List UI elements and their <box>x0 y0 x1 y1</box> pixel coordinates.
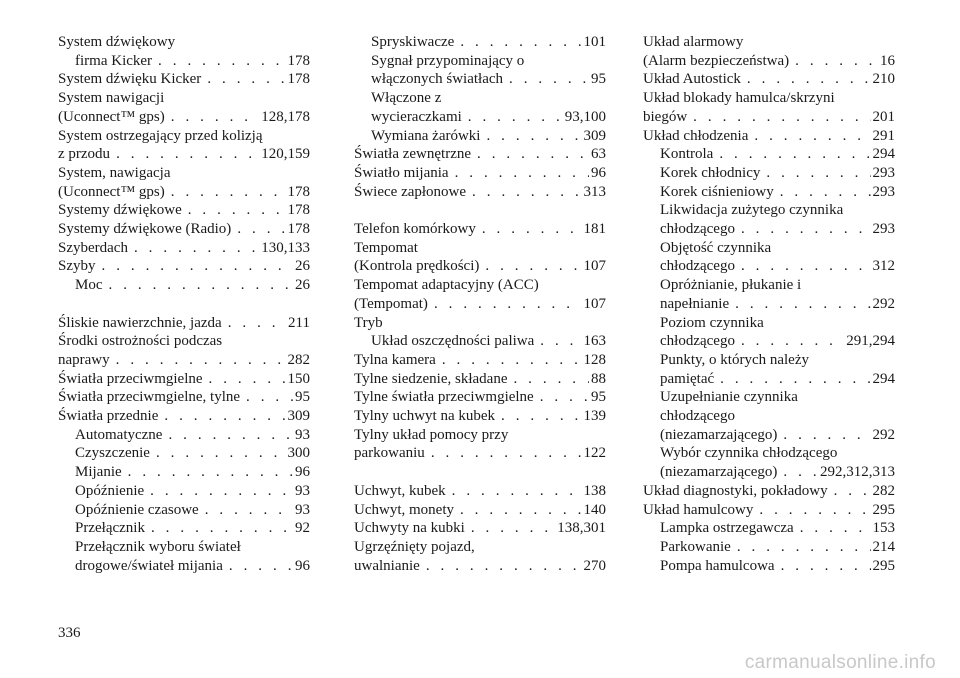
dot-leader <box>151 519 293 538</box>
page-reference: 282 <box>287 351 310 368</box>
entry-term: biegów <box>643 108 688 125</box>
entry-term: chłodzącego <box>660 408 735 425</box>
entry-term: Tylne siedzenie, składane <box>354 370 508 387</box>
page-reference: 291,294 <box>846 333 895 350</box>
index-subentry <box>354 108 606 127</box>
index-subentry <box>354 332 606 351</box>
page-reference: 95 <box>295 389 310 406</box>
entry-term: Moc <box>75 277 103 294</box>
index-subentry <box>643 332 895 351</box>
dot-leader <box>501 407 581 426</box>
entry-term: (niezamarzającego) <box>660 426 778 443</box>
entry-term: Uchwyt, kubek <box>354 482 446 499</box>
dot-leader <box>102 257 294 276</box>
dot-leader <box>109 276 294 295</box>
index-entry <box>643 52 895 71</box>
dot-leader <box>783 463 818 482</box>
entry-term: chłodzącego <box>660 333 735 350</box>
dot-leader <box>783 426 870 445</box>
page-reference: 300 <box>287 445 310 462</box>
index-subentry <box>643 370 895 389</box>
dot-leader <box>540 388 589 407</box>
index-entry <box>354 164 606 183</box>
page-reference: 95 <box>591 389 606 406</box>
index-entry <box>354 501 606 520</box>
entry-term: Układ hamulcowy <box>643 501 754 518</box>
entry-term: Układ Autostick <box>643 71 741 88</box>
entry-term: Tylny uchwyt na kubek <box>354 408 496 425</box>
entry-term: Śliskie nawierzchnie, jazda <box>58 314 222 331</box>
entry-term: wycieraczkami <box>371 108 462 125</box>
dot-leader <box>766 164 870 183</box>
index-subentry <box>58 519 310 538</box>
entry-term: Korek chłodnicy <box>660 164 761 181</box>
page-reference: 88 <box>591 370 606 387</box>
dot-leader <box>209 370 286 389</box>
page-reference: 313 <box>583 183 606 200</box>
page-reference: 120,159 <box>261 146 310 163</box>
page-reference: 178 <box>287 183 310 200</box>
index-entry <box>643 89 895 108</box>
dot-leader <box>116 351 286 370</box>
dot-leader <box>486 127 581 146</box>
entry-term: Układ oszczędności paliwa <box>371 333 535 350</box>
page-reference: 211 <box>288 314 310 331</box>
entry-term: Objętość czynnika <box>660 239 772 256</box>
entry-term: Opóźnienie czasowe <box>75 501 199 518</box>
index-subentry <box>643 183 895 202</box>
index-subentry <box>643 145 895 164</box>
entry-term: Pompa hamulcowa <box>660 557 775 574</box>
index-entry <box>643 33 895 52</box>
dot-leader <box>719 145 870 164</box>
index-subentry <box>643 519 895 538</box>
dot-leader <box>759 501 870 520</box>
page-reference: 96 <box>295 557 310 574</box>
entry-term: parkowaniu <box>354 445 425 462</box>
dot-leader <box>800 519 871 538</box>
page-reference: 178 <box>287 52 310 69</box>
index-entry <box>354 482 606 501</box>
entry-term: (Alarm bezpieczeństwa) <box>643 52 790 69</box>
page-reference: 178 <box>287 202 310 219</box>
dot-leader <box>455 164 589 183</box>
index-subentry <box>643 220 895 239</box>
index-entry <box>354 519 606 538</box>
index-entry <box>354 370 606 389</box>
page-number: 336 <box>58 625 81 641</box>
entry-term: Tempomat adaptacyjny (ACC) <box>354 277 539 294</box>
index-subentry <box>58 444 310 463</box>
page-reference: 291 <box>872 127 895 144</box>
dot-leader <box>150 482 293 501</box>
index-entry <box>58 89 310 108</box>
dot-leader <box>780 183 871 202</box>
dot-leader <box>229 557 293 576</box>
index-subentry <box>58 463 310 482</box>
index-column-2 <box>354 33 606 575</box>
page-reference: 122 <box>583 445 606 462</box>
index-entry <box>354 426 606 445</box>
page-reference: 312 <box>872 258 895 275</box>
entry-term: Tylna kamera <box>354 351 436 368</box>
dot-leader <box>460 33 581 52</box>
page-reference: 16 <box>880 52 895 69</box>
watermark: carmanualsonline.info <box>744 652 936 673</box>
entry-term: System dźwiękowy <box>58 34 176 50</box>
dot-leader <box>246 388 293 407</box>
entry-term: Ugrzęźnięty pojazd, <box>354 538 475 555</box>
index-subentry <box>643 538 895 557</box>
dot-leader <box>171 108 259 127</box>
page-reference: 178 <box>287 71 310 88</box>
index-subentry <box>643 276 895 295</box>
page-reference: 93 <box>295 482 310 499</box>
entry-term: Spryskiwacze <box>371 34 455 50</box>
index-subentry <box>643 444 895 463</box>
page-reference: 150 <box>287 370 310 387</box>
entry-term: Korek ciśnieniowy <box>660 183 774 200</box>
dot-leader <box>540 332 581 351</box>
dot-leader <box>168 426 293 445</box>
page-reference: 282 <box>872 482 895 499</box>
index-entry <box>354 351 606 370</box>
entry-term: Światła przednie <box>58 408 159 425</box>
index-subentry <box>354 52 606 71</box>
dot-leader <box>431 444 582 463</box>
entry-term: Wybór czynnika chłodzącego <box>660 445 838 462</box>
index-entry <box>354 314 606 333</box>
page-reference: 101 <box>583 34 606 50</box>
index-entry <box>643 70 895 89</box>
index-subentry <box>643 314 895 333</box>
dot-leader <box>164 407 285 426</box>
page-reference: 210 <box>872 71 895 88</box>
dot-leader <box>442 351 582 370</box>
index-entry <box>58 370 310 389</box>
dot-leader <box>471 519 555 538</box>
entry-term: Kontrola <box>660 146 714 163</box>
dot-leader <box>693 108 870 127</box>
index-entry <box>643 127 895 146</box>
dot-leader <box>134 239 259 258</box>
entry-term: Uchwyt, monety <box>354 501 454 518</box>
index-subentry <box>354 89 606 108</box>
entry-term: Tryb <box>354 314 383 331</box>
index-subentry <box>643 164 895 183</box>
entry-term: Tempomat <box>354 239 418 256</box>
page-reference: 130,133 <box>261 239 310 256</box>
index-subentry <box>58 52 310 71</box>
index-entry <box>643 482 895 501</box>
entry-term: Środki ostrożności podczas <box>58 333 223 350</box>
entry-term: chłodzącego <box>660 258 735 275</box>
page-reference: 128 <box>583 351 606 368</box>
entry-term: Tylne światła przeciwmgielne <box>354 389 534 406</box>
page-reference: 138 <box>583 482 606 499</box>
index-entry <box>354 276 606 295</box>
index-entry <box>354 220 606 239</box>
index-subentry <box>354 127 606 146</box>
entry-term: Uchwyty na kubki <box>354 520 465 537</box>
page-reference: 214 <box>872 538 895 555</box>
entry-term: Układ chłodzenia <box>643 127 749 144</box>
entry-term: Tylny układ pomocy przy <box>354 426 509 443</box>
dot-leader <box>426 557 582 576</box>
dot-leader <box>747 70 871 89</box>
index-entry <box>58 351 310 370</box>
index-subentry <box>643 388 895 407</box>
page-reference: 26 <box>295 277 310 294</box>
index-entry <box>58 33 310 52</box>
page-reference: 292,312,313 <box>820 464 895 481</box>
dot-leader <box>781 557 871 576</box>
page-reference: 295 <box>872 557 895 574</box>
index-entry <box>58 388 310 407</box>
page-reference: 92 <box>295 520 310 537</box>
entry-term: firma Kicker <box>75 52 153 69</box>
index-entry <box>354 295 606 314</box>
index-subentry <box>354 70 606 89</box>
entry-term: Telefon komórkowy <box>354 221 476 238</box>
index-entry <box>58 314 310 333</box>
dot-leader <box>477 145 589 164</box>
index-entry <box>354 407 606 426</box>
dot-leader <box>513 370 589 389</box>
index-subentry <box>354 33 606 52</box>
dot-leader <box>205 501 293 520</box>
entry-term: (Uconnect™ gps) <box>58 108 165 125</box>
index-subentry <box>58 482 310 501</box>
page-reference: 294 <box>872 146 895 163</box>
dot-leader <box>741 332 844 351</box>
page-reference: 153 <box>872 520 895 537</box>
index-subentry <box>643 239 895 258</box>
section-gap <box>58 295 310 314</box>
dot-leader <box>158 52 285 71</box>
entry-term: Uzupełnianie czynnika <box>660 389 798 406</box>
entry-term: Lampka ostrzegawcza <box>660 520 794 537</box>
page-reference: 178 <box>287 221 310 238</box>
index-subentry <box>643 257 895 276</box>
dot-leader <box>468 108 563 127</box>
entry-term: napełnianie <box>660 295 730 312</box>
entry-term: (Kontrola prędkości) <box>354 258 480 275</box>
page-reference: 26 <box>295 258 310 275</box>
index-entry <box>58 145 310 164</box>
index-entry <box>58 257 310 276</box>
index-subentry <box>643 426 895 445</box>
entry-term: System nawigacji <box>58 90 165 107</box>
page-reference: 292 <box>872 295 895 312</box>
entry-term: Opóźnienie <box>75 482 145 499</box>
dot-leader <box>754 127 870 146</box>
entry-term: Świece zapłonowe <box>354 183 467 200</box>
index-subentry <box>643 557 895 576</box>
page-reference: 201 <box>872 108 895 125</box>
index-subentry <box>58 557 310 576</box>
index-subentry <box>643 201 895 220</box>
index-subentry <box>58 276 310 295</box>
dot-leader <box>188 201 286 220</box>
dot-leader <box>207 70 285 89</box>
entry-term: (Uconnect™ gps) <box>58 183 165 200</box>
page-reference: 140 <box>583 501 606 518</box>
dot-leader <box>460 501 582 520</box>
page-reference: 309 <box>583 127 606 144</box>
page-reference: 295 <box>872 501 895 518</box>
index-entry <box>354 557 606 576</box>
section-gap <box>354 201 606 220</box>
entry-term: Światła przeciwmgielne <box>58 370 203 387</box>
entry-term: Systemy dźwiękowe (Radio) <box>58 221 232 238</box>
entry-term: naprawy <box>58 351 110 368</box>
page-reference: 163 <box>583 333 606 350</box>
dot-leader <box>171 183 286 202</box>
dot-leader <box>795 52 878 71</box>
index-entry <box>58 164 310 183</box>
index-subentry <box>58 501 310 520</box>
index-entry <box>58 239 310 258</box>
page-reference: 138,301 <box>557 520 606 537</box>
index-subentry <box>643 463 895 482</box>
entry-term: Szyberdach <box>58 239 128 256</box>
index-entry <box>354 145 606 164</box>
index-subentry <box>58 426 310 445</box>
dot-leader <box>452 482 582 501</box>
dot-leader <box>482 220 582 239</box>
page-reference: 309 <box>287 408 310 425</box>
index-entry <box>58 70 310 89</box>
page-reference: 107 <box>583 295 606 312</box>
index-entry <box>643 501 895 520</box>
page-reference: 107 <box>583 258 606 275</box>
page-reference: 93,100 <box>564 108 606 125</box>
entry-term: Szyby <box>58 258 96 275</box>
entry-term: chłodzącego <box>660 221 735 238</box>
page-reference: 181 <box>583 221 606 238</box>
entry-term: Punkty, o których należy <box>660 351 809 368</box>
page-reference: 128,178 <box>261 108 310 125</box>
entry-term: Czyszczenie <box>75 445 150 462</box>
entry-term: (Tempomat) <box>354 295 428 312</box>
index-entry <box>58 108 310 127</box>
index-column-3 <box>643 33 895 575</box>
entry-term: System dźwięku Kicker <box>58 71 202 88</box>
page-reference: 293 <box>872 164 895 181</box>
page-reference: 139 <box>583 408 606 425</box>
dot-leader <box>720 370 870 389</box>
index-entry <box>58 201 310 220</box>
entry-term: System, nawigacja <box>58 164 171 181</box>
index-entry <box>354 538 606 557</box>
dot-leader <box>735 295 870 314</box>
page-reference: 294 <box>872 370 895 387</box>
dot-leader <box>509 70 589 89</box>
index-entry <box>58 127 310 146</box>
page-reference: 63 <box>591 146 606 163</box>
dot-leader <box>741 257 871 276</box>
entry-term: Przełącznik <box>75 520 145 537</box>
dot-leader <box>741 220 871 239</box>
dot-leader <box>834 482 871 501</box>
dot-leader <box>228 314 286 333</box>
index-entry <box>354 183 606 202</box>
index-entry <box>354 239 606 258</box>
dot-leader <box>156 444 286 463</box>
dot-leader <box>116 145 259 164</box>
entry-term: System ostrzegający przed kolizją <box>58 127 263 144</box>
entry-term: Układ blokady hamulca/skrzyni <box>643 90 835 107</box>
entry-term: Światło mijania <box>354 164 449 181</box>
entry-term: Sygnał przypominający o <box>371 52 525 69</box>
page-reference: 95 <box>591 71 606 88</box>
entry-term: Mijanie <box>75 464 122 481</box>
entry-term: Opróżnianie, płukanie i <box>660 277 802 294</box>
index-column-1 <box>58 33 310 575</box>
index-entry <box>58 183 310 202</box>
entry-term: Układ diagnostyki, pokładowy <box>643 482 828 499</box>
page-reference: 292 <box>872 426 895 443</box>
entry-term: Przełącznik wyboru świateł <box>75 538 241 555</box>
entry-term: Automatyczne <box>75 426 163 443</box>
page-reference: 96 <box>295 464 310 481</box>
entry-term: Poziom czynnika <box>660 314 764 331</box>
page-reference: 96 <box>591 164 606 181</box>
entry-term: Likwidacja zużytego czynnika <box>660 202 844 219</box>
index-subentry <box>643 351 895 370</box>
entry-term: uwalnianie <box>354 557 420 574</box>
dot-leader <box>737 538 871 557</box>
entry-term: (niezamarzającego) <box>660 464 778 481</box>
entry-term: Światła przeciwmgielne, tylne <box>58 389 241 406</box>
index-subentry <box>58 538 310 557</box>
index-subentry <box>643 407 895 426</box>
entry-term: Układ alarmowy <box>643 34 744 50</box>
entry-term: Wymiana żarówki <box>371 127 481 144</box>
index-entry <box>58 407 310 426</box>
index-entry <box>354 388 606 407</box>
dot-leader <box>472 183 581 202</box>
page-reference: 270 <box>583 557 606 574</box>
index-entry <box>58 332 310 351</box>
page-reference: 293 <box>872 183 895 200</box>
index-entry <box>58 220 310 239</box>
page-reference: 293 <box>872 221 895 238</box>
index-entry <box>643 108 895 127</box>
entry-term: Parkowanie <box>660 538 731 555</box>
entry-term: Systemy dźwiękowe <box>58 202 182 219</box>
page-reference: 93 <box>295 426 310 443</box>
index-subentry <box>643 295 895 314</box>
entry-term: Światła zewnętrzne <box>354 146 472 163</box>
entry-term: drogowe/świateł mijania <box>75 557 223 574</box>
page-reference: 93 <box>295 501 310 518</box>
section-gap <box>354 463 606 482</box>
dot-leader <box>434 295 582 314</box>
dot-leader <box>128 463 293 482</box>
index-entry <box>354 444 606 463</box>
entry-term: z przodu <box>58 146 111 163</box>
entry-term: pamiętać <box>660 370 715 387</box>
index-entry <box>354 257 606 276</box>
dot-leader <box>485 257 581 276</box>
entry-term: włączonych światłach <box>371 71 504 88</box>
entry-term: Włączone z <box>371 90 442 107</box>
dot-leader <box>237 220 285 239</box>
